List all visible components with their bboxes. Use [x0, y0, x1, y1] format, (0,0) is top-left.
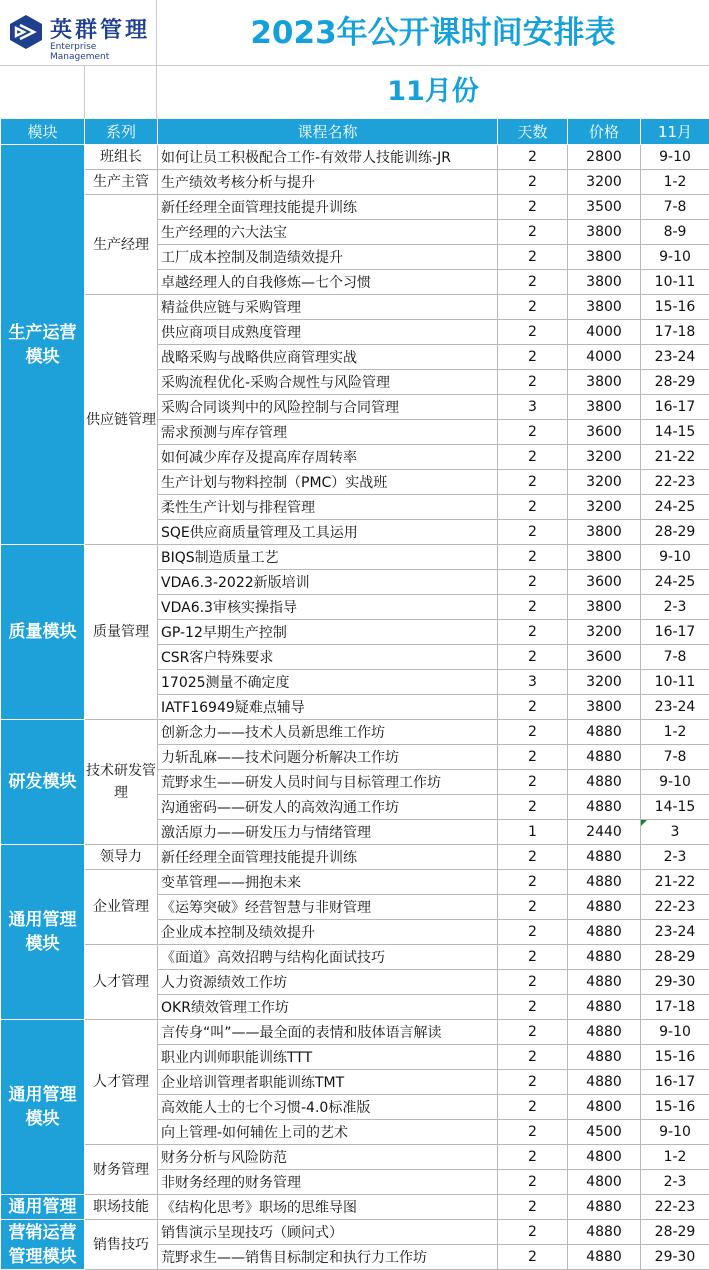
price-cell: 3200 — [568, 620, 641, 645]
course-name-cell: 职业内训师职能训练TTT — [158, 1045, 498, 1070]
date-cell: 9-10 — [641, 545, 709, 570]
days-cell: 2 — [498, 1195, 568, 1220]
days-cell: 2 — [498, 1245, 568, 1270]
days-cell: 2 — [498, 895, 568, 920]
date-cell: 3 — [641, 820, 709, 845]
course-name-cell: 销售演示呈现技巧（顾问式） — [158, 1220, 498, 1245]
brand-name: 英群管理 — [50, 13, 150, 44]
price-cell: 4880 — [568, 770, 641, 795]
days-cell: 2 — [498, 1145, 568, 1170]
date-cell: 29-30 — [641, 970, 709, 995]
course-name-cell: 《运筹突破》经营智慧与非财管理 — [158, 895, 498, 920]
date-cell: 21-22 — [641, 870, 709, 895]
price-cell: 3800 — [568, 545, 641, 570]
days-cell: 2 — [498, 320, 568, 345]
price-cell: 4000 — [568, 345, 641, 370]
table-row — [1, 545, 709, 570]
header-month: 11月 — [641, 119, 709, 145]
days-cell: 2 — [498, 745, 568, 770]
price-cell: 4880 — [568, 1245, 641, 1270]
date-cell: 16-17 — [641, 1070, 709, 1095]
date-cell: 7-8 — [641, 745, 709, 770]
course-name-cell: 精益供应链与采购管理 — [158, 295, 498, 320]
price-cell: 3800 — [568, 220, 641, 245]
price-cell: 4880 — [568, 945, 641, 970]
days-cell: 2 — [498, 295, 568, 320]
course-name-cell: BIQS制造质量工艺 — [158, 545, 498, 570]
course-name-cell: SQE供应商质量管理及工具运用 — [158, 520, 498, 545]
price-cell: 3800 — [568, 520, 641, 545]
price-cell: 3800 — [568, 370, 641, 395]
table-row — [1, 1145, 709, 1170]
days-cell: 2 — [498, 595, 568, 620]
days-cell: 2 — [498, 195, 568, 220]
series-cell: 生产经理 — [85, 195, 158, 295]
course-name-cell: 变革管理——拥抱未来 — [158, 870, 498, 895]
date-cell: 10-11 — [641, 670, 709, 695]
course-name-cell: IATF16949疑难点辅导 — [158, 695, 498, 720]
course-name-cell: 荒野求生——销售目标制定和执行力工作坊 — [158, 1245, 498, 1270]
table-row — [1, 1220, 709, 1245]
price-cell: 3600 — [568, 645, 641, 670]
days-cell: 2 — [498, 620, 568, 645]
date-cell: 7-8 — [641, 195, 709, 220]
price-cell: 4880 — [568, 720, 641, 745]
date-cell: 16-17 — [641, 395, 709, 420]
days-cell: 2 — [498, 170, 568, 195]
price-cell: 4800 — [568, 1145, 641, 1170]
price-cell: 3200 — [568, 670, 641, 695]
series-cell: 供应链管理 — [85, 295, 158, 545]
price-cell: 4000 — [568, 320, 641, 345]
table-header-row — [1, 119, 709, 145]
days-cell: 1 — [498, 820, 568, 845]
module-cell: 通用管理模块 — [1, 845, 85, 1020]
course-name-cell: 新任经理全面管理技能提升训练 — [158, 845, 498, 870]
date-cell: 9-10 — [641, 1120, 709, 1145]
date-cell: 1-2 — [641, 170, 709, 195]
course-name-cell: 卓越经理人的自我修炼—七个习惯 — [158, 270, 498, 295]
date-cell: 10-11 — [641, 270, 709, 295]
date-cell: 14-15 — [641, 795, 709, 820]
table-row — [1, 845, 709, 870]
series-cell: 企业管理 — [85, 870, 158, 945]
date-cell: 17-18 — [641, 320, 709, 345]
price-cell: 4880 — [568, 920, 641, 945]
date-cell: 15-16 — [641, 295, 709, 320]
days-cell: 2 — [498, 245, 568, 270]
table-row — [1, 1020, 709, 1045]
days-cell: 3 — [498, 395, 568, 420]
date-cell: 24-25 — [641, 495, 709, 520]
price-cell: 2800 — [568, 145, 641, 170]
days-cell: 2 — [498, 870, 568, 895]
date-cell: 22-23 — [641, 1195, 709, 1220]
date-cell: 29-30 — [641, 1245, 709, 1270]
days-cell: 2 — [498, 445, 568, 470]
price-cell: 3600 — [568, 420, 641, 445]
series-cell: 生产主管 — [85, 170, 158, 195]
date-cell: 15-16 — [641, 1045, 709, 1070]
course-name-cell: 企业培训管理者职能训练TMT — [158, 1070, 498, 1095]
series-cell: 人才管理 — [85, 1020, 158, 1145]
header — [0, 0, 709, 118]
course-name-cell: 高效能人士的七个习惯-4.0标准版 — [158, 1095, 498, 1120]
price-cell: 3800 — [568, 295, 641, 320]
price-cell: 3600 — [568, 570, 641, 595]
price-cell: 3200 — [568, 495, 641, 520]
course-name-cell: 创新念力——技术人员新思维工作坊 — [158, 720, 498, 745]
days-cell: 2 — [498, 495, 568, 520]
price-cell: 4880 — [568, 1220, 641, 1245]
days-cell: 2 — [498, 270, 568, 295]
brand-logo-icon — [8, 14, 44, 50]
days-cell: 2 — [498, 570, 568, 595]
price-cell: 4800 — [568, 1170, 641, 1195]
course-name-cell: 柔性生产计划与排程管理 — [158, 495, 498, 520]
days-cell: 2 — [498, 1220, 568, 1245]
days-cell: 2 — [498, 845, 568, 870]
series-cell: 技术研发管理 — [85, 720, 158, 845]
date-cell: 28-29 — [641, 1220, 709, 1245]
price-cell: 3500 — [568, 195, 641, 220]
course-name-cell: 采购合同谈判中的风险控制与合同管理 — [158, 395, 498, 420]
date-cell: 24-25 — [641, 570, 709, 595]
page-title: 2023年公开课时间安排表 — [157, 0, 709, 66]
date-cell: 23-24 — [641, 695, 709, 720]
course-name-cell: 非财务经理的财务管理 — [158, 1170, 498, 1195]
course-name-cell: 人力资源绩效工作坊 — [158, 970, 498, 995]
price-cell: 4500 — [568, 1120, 641, 1145]
course-name-cell: GP-12早期生产控制 — [158, 620, 498, 645]
table-row — [1, 1195, 709, 1220]
header-course-name: 课程名称 — [158, 119, 498, 145]
date-cell: 9-10 — [641, 1020, 709, 1045]
price-cell: 3800 — [568, 395, 641, 420]
course-name-cell: 财务分析与风险防范 — [158, 1145, 498, 1170]
days-cell: 2 — [498, 1045, 568, 1070]
header-days: 天数 — [498, 119, 568, 145]
price-cell: 4880 — [568, 1045, 641, 1070]
series-cell: 财务管理 — [85, 1145, 158, 1195]
header-price: 价格 — [568, 119, 641, 145]
table-row — [1, 170, 709, 195]
price-cell: 3200 — [568, 445, 641, 470]
date-cell: 9-10 — [641, 245, 709, 270]
days-cell: 2 — [498, 1120, 568, 1145]
course-name-cell: 荒野求生——研发人员时间与目标管理工作坊 — [158, 770, 498, 795]
price-cell: 3800 — [568, 245, 641, 270]
days-cell: 2 — [498, 145, 568, 170]
price-cell: 2440 — [568, 820, 641, 845]
date-cell: 1-2 — [641, 720, 709, 745]
days-cell: 2 — [498, 770, 568, 795]
days-cell: 2 — [498, 970, 568, 995]
date-cell: 9-10 — [641, 145, 709, 170]
course-name-cell: 新任经理全面管理技能提升训练 — [158, 195, 498, 220]
days-cell: 3 — [498, 670, 568, 695]
price-cell: 4880 — [568, 845, 641, 870]
date-cell: 2-3 — [641, 845, 709, 870]
days-cell: 2 — [498, 220, 568, 245]
table-row — [1, 145, 709, 170]
date-cell: 9-10 — [641, 770, 709, 795]
date-cell: 14-15 — [641, 420, 709, 445]
days-cell: 2 — [498, 370, 568, 395]
days-cell: 2 — [498, 995, 568, 1020]
date-cell: 22-23 — [641, 895, 709, 920]
days-cell: 2 — [498, 720, 568, 745]
course-name-cell: 战略采购与战略供应商管理实战 — [158, 345, 498, 370]
days-cell: 2 — [498, 645, 568, 670]
days-cell: 2 — [498, 945, 568, 970]
course-name-cell: 生产计划与物料控制（PMC）实战班 — [158, 470, 498, 495]
series-cell: 职场技能 — [85, 1195, 158, 1220]
course-name-cell: 《结构化思考》职场的思维导图 — [158, 1195, 498, 1220]
course-name-cell: VDA6.3-2022新版培训 — [158, 570, 498, 595]
series-cell: 领导力 — [85, 845, 158, 870]
course-name-cell: 企业成本控制及绩效提升 — [158, 920, 498, 945]
price-cell: 3800 — [568, 595, 641, 620]
course-name-cell: 言传身“叫”——最全面的表情和肢体语言解读 — [158, 1020, 498, 1045]
date-cell: 2-3 — [641, 595, 709, 620]
course-name-cell: 激活原力——研发压力与情绪管理 — [158, 820, 498, 845]
course-name-cell: 工厂成本控制及制造绩效提升 — [158, 245, 498, 270]
price-cell: 4880 — [568, 1195, 641, 1220]
course-name-cell: 生产经理的六大法宝 — [158, 220, 498, 245]
module-cell: 营销运营管理模块 — [1, 1220, 85, 1270]
date-cell: 21-22 — [641, 445, 709, 470]
header-module: 模块 — [1, 119, 85, 145]
series-cell: 质量管理 — [85, 545, 158, 720]
days-cell: 2 — [498, 1170, 568, 1195]
price-cell: 4880 — [568, 995, 641, 1020]
table-row — [1, 945, 709, 970]
series-cell: 人才管理 — [85, 945, 158, 1020]
course-name-cell: OKR绩效管理工作坊 — [158, 995, 498, 1020]
brand-logo — [0, 0, 157, 66]
price-cell: 4880 — [568, 795, 641, 820]
days-cell: 2 — [498, 1095, 568, 1120]
date-cell: 17-18 — [641, 995, 709, 1020]
days-cell: 2 — [498, 695, 568, 720]
days-cell: 2 — [498, 470, 568, 495]
series-cell: 销售技巧 — [85, 1220, 158, 1270]
month-title: 11月份 — [157, 66, 709, 118]
days-cell: 2 — [498, 1020, 568, 1045]
price-cell: 4880 — [568, 870, 641, 895]
module-cell: 质量模块 — [1, 545, 85, 720]
date-cell: 23-24 — [641, 920, 709, 945]
date-cell: 28-29 — [641, 520, 709, 545]
module-cell: 研发模块 — [1, 720, 85, 845]
date-cell: 1-2 — [641, 1145, 709, 1170]
price-cell: 3200 — [568, 470, 641, 495]
price-cell: 3800 — [568, 270, 641, 295]
date-cell: 7-8 — [641, 645, 709, 670]
header-series: 系列 — [85, 119, 158, 145]
price-cell: 4880 — [568, 970, 641, 995]
price-cell: 4880 — [568, 745, 641, 770]
course-name-cell: 如何减少库存及提高库存周转率 — [158, 445, 498, 470]
date-cell: 2-3 — [641, 1170, 709, 1195]
date-cell: 22-23 — [641, 470, 709, 495]
course-name-cell: 17025测量不确定度 — [158, 670, 498, 695]
price-cell: 3200 — [568, 170, 641, 195]
module-cell: 通用管理模块 — [1, 1020, 85, 1195]
days-cell: 2 — [498, 1070, 568, 1095]
module-cell: 生产运营模块 — [1, 145, 85, 545]
course-name-cell: 生产绩效考核分析与提升 — [158, 170, 498, 195]
table-row — [1, 295, 709, 320]
table-row — [1, 720, 709, 745]
module-cell: 通用管理 — [1, 1195, 85, 1220]
date-cell: 8-9 — [641, 220, 709, 245]
days-cell: 2 — [498, 345, 568, 370]
date-cell: 23-24 — [641, 345, 709, 370]
course-schedule-table — [0, 118, 709, 1270]
course-name-cell: 如何让员工积极配合工作-有效带人技能训练-JR — [158, 145, 498, 170]
date-cell: 28-29 — [641, 945, 709, 970]
brand-subtitle: Enterprise Management — [50, 42, 156, 62]
course-name-cell: 向上管理-如何辅佐上司的艺术 — [158, 1120, 498, 1145]
days-cell: 2 — [498, 520, 568, 545]
price-cell: 4880 — [568, 895, 641, 920]
table-row — [1, 870, 709, 895]
days-cell: 2 — [498, 545, 568, 570]
days-cell: 2 — [498, 420, 568, 445]
date-cell: 15-16 — [641, 1095, 709, 1120]
course-name-cell: 力斩乱麻——技术问题分析解决工作坊 — [158, 745, 498, 770]
course-name-cell: 采购流程优化-采购合规性与风险管理 — [158, 370, 498, 395]
date-cell: 16-17 — [641, 620, 709, 645]
course-name-cell: CSR客户特殊要求 — [158, 645, 498, 670]
date-cell: 28-29 — [641, 370, 709, 395]
price-cell: 4880 — [568, 1070, 641, 1095]
course-name-cell: 沟通密码——研发人的高效沟通工作坊 — [158, 795, 498, 820]
price-cell: 4880 — [568, 1020, 641, 1045]
days-cell: 2 — [498, 920, 568, 945]
price-cell: 3800 — [568, 695, 641, 720]
course-name-cell: 需求预测与库存管理 — [158, 420, 498, 445]
series-cell: 班组长 — [85, 145, 158, 170]
price-cell: 4800 — [568, 1095, 641, 1120]
course-name-cell: 供应商项目成熟度管理 — [158, 320, 498, 345]
course-name-cell: 《面道》高效招聘与结构化面试技巧 — [158, 945, 498, 970]
table-row — [1, 195, 709, 220]
days-cell: 2 — [498, 795, 568, 820]
course-name-cell: VDA6.3审核实操指导 — [158, 595, 498, 620]
